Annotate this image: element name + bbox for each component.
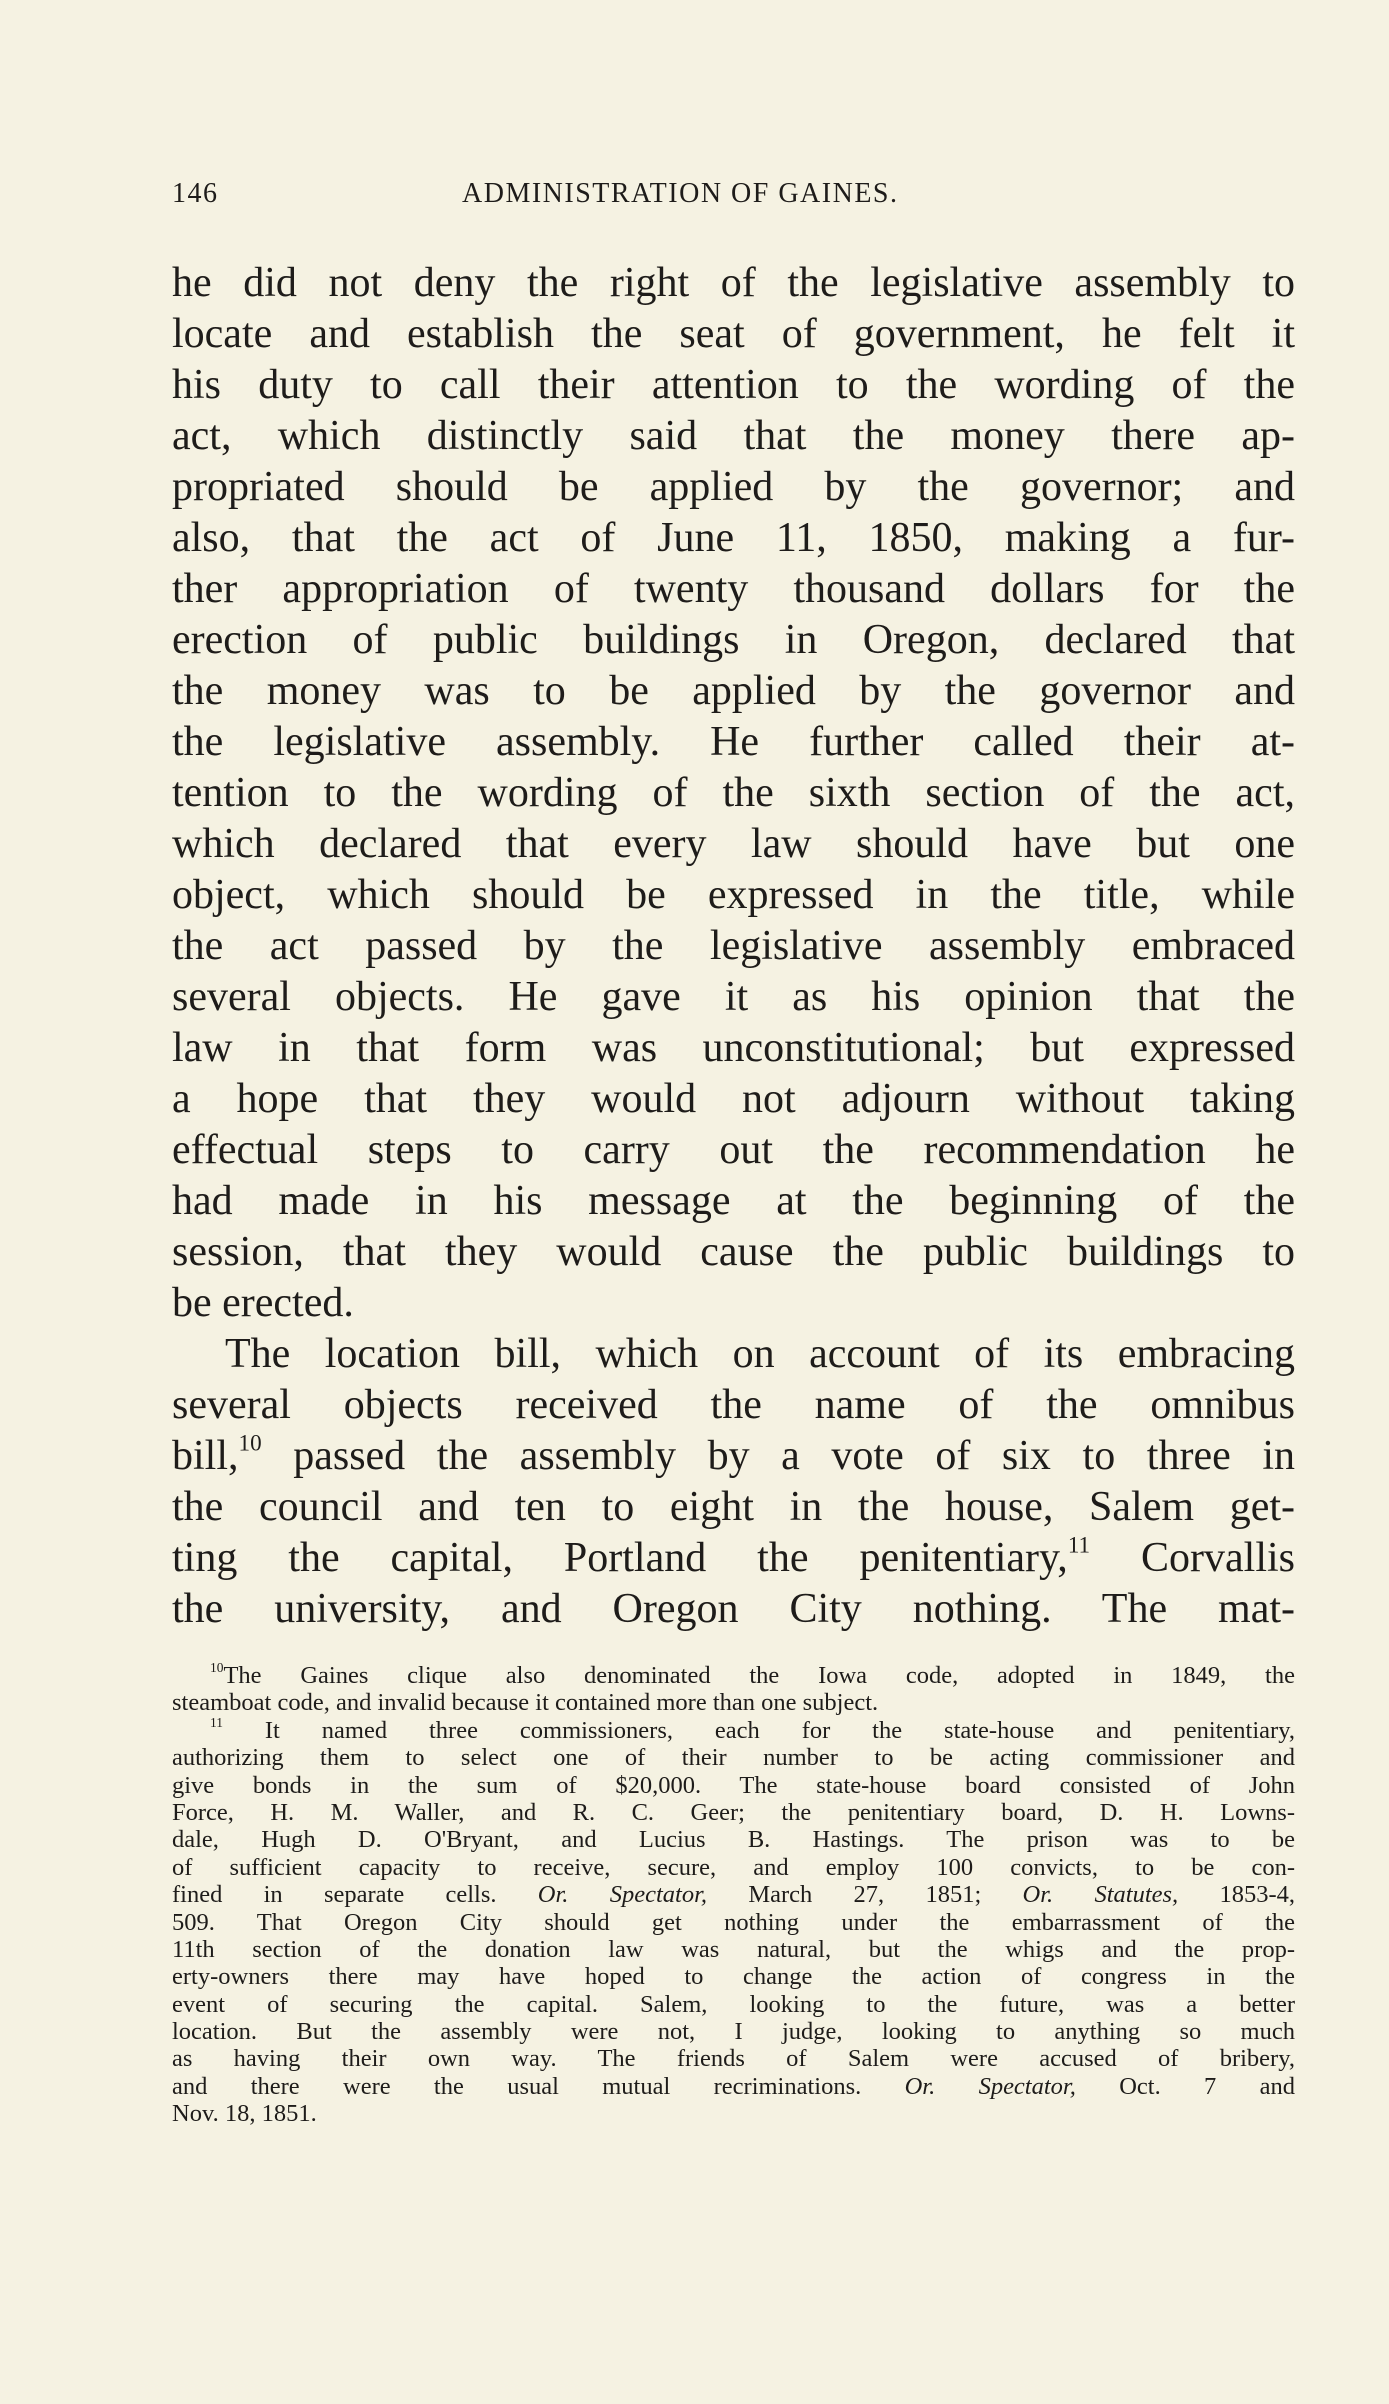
body-line: the money was to be applied by the governor and	[172, 668, 1295, 714]
footnote-line: steamboat code, and invalid because it contained more than one subject.	[172, 1689, 879, 1717]
footnote-line: event of securing the capital. Salem, looking to the future, was a better	[172, 1990, 1295, 2018]
body-line: effectual steps to carry out the recommendation he	[172, 1127, 1295, 1173]
running-head: ADMINISTRATION OF GAINES.	[462, 178, 899, 209]
body-line: object, which should be expressed in the title, while	[172, 872, 1295, 918]
citation-title: Or. Spectator,	[537, 1881, 708, 1909]
footnote-line: of sufficient capacity to receive, secure, and employ 100 convicts, to be con-	[172, 1853, 1295, 1881]
footnote-text: It named three commissioners, each for the state-house and penitentiary,	[222, 1716, 1295, 1744]
body-line: be erected.	[172, 1280, 354, 1326]
footnotes	[172, 1662, 1295, 2128]
body-line: session, that they would cause the public buildings to	[172, 1229, 1295, 1275]
footnote-text: and there were the usual mutual recriminations.	[172, 2072, 905, 2100]
body-line: locate and establish the seat of government, he felt it	[172, 311, 1295, 357]
body-text-run: ting the capital, Portland the penitentiary,	[172, 1535, 1068, 1581]
footnote-line: as having their own way. The friends of Salem were accused of bribery,	[172, 2045, 1295, 2073]
body-text-run: bill,	[172, 1433, 239, 1479]
footnote-line: Force, H. M. Waller, and R. C. Geer; the penitentiary board, D. H. Lowns-	[172, 1798, 1295, 1826]
body-line: he did not deny the right of the legislative assembly to	[172, 260, 1295, 306]
footnote-line: Nov. 18, 1851.	[172, 2100, 317, 2128]
footnote-number: 11	[210, 1715, 223, 1731]
body-line	[172, 1431, 1295, 1482]
body-line: a hope that they would not adjourn without taking	[172, 1076, 1295, 1122]
body-line: which declared that every law should have but one	[172, 821, 1295, 867]
body-line: the council and ten to eight in the house, Salem get-	[172, 1484, 1295, 1530]
body-line	[172, 1533, 1295, 1584]
footnote-text: 1853-4,	[1178, 1881, 1295, 1909]
body-line: erection of public buildings in Oregon, declared that	[172, 617, 1295, 663]
body-line: the act passed by the legislative assembly embraced	[172, 923, 1295, 969]
footnote-ref: 11	[1067, 1531, 1091, 1558]
body-line: act, which distinctly said that the money there ap-	[172, 413, 1295, 459]
body-line: The location bill, which on account of its embracing	[225, 1331, 1295, 1377]
body-line: the legislative assembly. He further called their at-	[172, 719, 1295, 765]
footnote-line: 11th section of the donation law was natural, but the whigs and the prop-	[172, 1935, 1295, 1963]
footnote-text: fined in separate cells.	[172, 1881, 538, 1909]
footnote-line: 509. That Oregon City should get nothing under the embarrassment of the	[172, 1908, 1295, 1936]
citation-title: Or. Statutes,	[1022, 1881, 1179, 1909]
body-line: several objects received the name of the omnibus	[172, 1382, 1295, 1428]
body-line: ther appropriation of twenty thousand dollars for the	[172, 566, 1295, 612]
footnote-text: March 27, 1851;	[707, 1881, 1023, 1909]
body-line: propriated should be applied by the governor; and	[172, 464, 1295, 510]
citation-title: Or. Spectator,	[904, 2072, 1076, 2100]
footnote-line: location. But the assembly were not, I judge, looking to anything so much	[172, 2018, 1295, 2046]
footnote-line: give bonds in the sum of $20,000. The state-house board consisted of John	[172, 1771, 1295, 1799]
body-text	[172, 258, 1295, 1635]
body-line: tention to the wording of the sixth section of the act,	[172, 770, 1295, 816]
body-line: the university, and Oregon City nothing. The mat-	[172, 1586, 1295, 1632]
footnote-line	[172, 2073, 1295, 2100]
footnote-line: dale, Hugh D. O'Bryant, and Lucius B. Hastings. The prison was to be	[172, 1826, 1295, 1854]
footnote-text: Oct. 7 and	[1075, 2072, 1295, 2100]
body-text-run: passed the assembly by a vote of six to three in	[261, 1433, 1295, 1479]
footnote-line	[172, 1662, 1295, 1689]
body-line: also, that the act of June 11, 1850, making a fur-	[172, 515, 1295, 561]
footnote-number: 10	[210, 1660, 224, 1676]
footnote-line	[172, 1717, 1295, 1744]
footnote-line	[172, 1881, 1295, 1908]
footnote-text: The Gaines clique also denominated the Iowa code, adopted in 1849, the	[223, 1662, 1295, 1689]
footnote-line: authorizing them to select one of their number to be acting commissioner and	[172, 1744, 1295, 1772]
footnote-line: erty-owners there may have hoped to change the action of congress in the	[172, 1963, 1295, 1991]
page-header	[172, 178, 1295, 218]
body-line: law in that form was unconstitutional; but expressed	[172, 1025, 1295, 1071]
body-line: several objects. He gave it as his opinion that the	[172, 974, 1295, 1020]
body-line: had made in his message at the beginning of the	[172, 1178, 1295, 1224]
body-line: his duty to call their attention to the wording of the	[172, 362, 1295, 408]
footnote-ref: 10	[238, 1429, 262, 1456]
page-number: 146	[172, 178, 219, 209]
body-text-run: Corvallis	[1090, 1535, 1296, 1581]
